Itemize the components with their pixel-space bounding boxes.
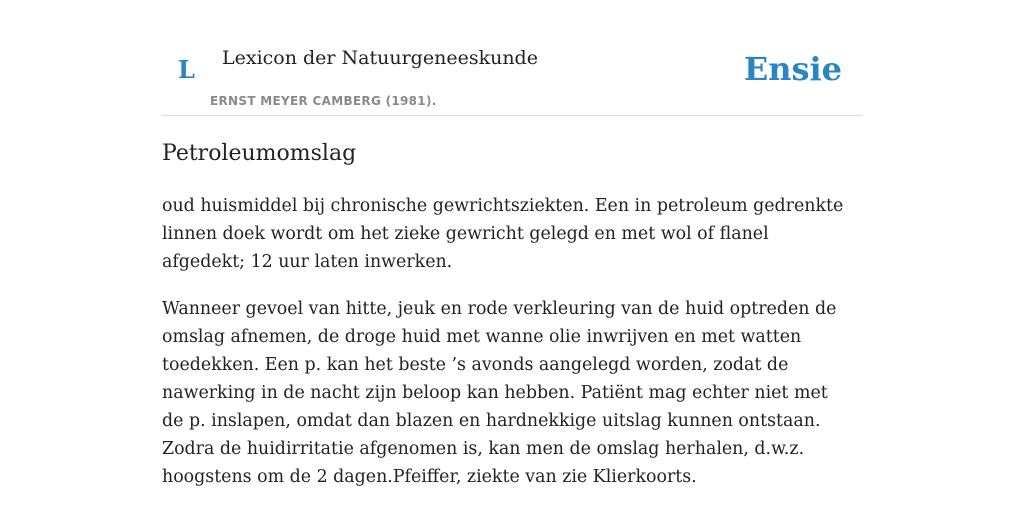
- page-header: [162, 0, 862, 116]
- book-title-link[interactable]: Lexicon der Natuurgeneeskunde: [222, 47, 538, 69]
- entry-content: [162, 192, 854, 510]
- entry-paragraph: oud huismiddel bij chronische gewrichtsziekten. Een in petroleum gedrenkte linnen doek wordt om het zieke gewricht gelegd en met wol of flanel afgedekt; 12 uur laten inwerken.: [162, 196, 844, 272]
- book-logo-icon[interactable]: L: [178, 55, 195, 84]
- book-author: ERNST MEYER CAMBERG (1981).: [210, 94, 437, 108]
- ensie-logo-link[interactable]: Ensie: [743, 50, 842, 88]
- entry-title: Petroleumomslag: [162, 141, 357, 166]
- entry-paragraph: Wanneer gevoel van hitte, jeuk en rode verkleuring van de huid optreden de omslag afnemen, de droge huid met wanne olie inwrijven en met watten toedekken. Een p. kan het beste ’s avonds aangelegd worden, zodat de nawerking in de nacht zijn beloop kan hebben. Patiënt mag echter niet met de p. inslapen, omdat dan blazen en hardnekkige uitslag kunnen ontstaan. Zodra de huidirritatie afgenomen is, kan men de omslag herhalen, d.w.z. hoogstens om de 2 dagen.Pfeiffer, ziekte van zie Klierkoorts.: [162, 299, 837, 487]
